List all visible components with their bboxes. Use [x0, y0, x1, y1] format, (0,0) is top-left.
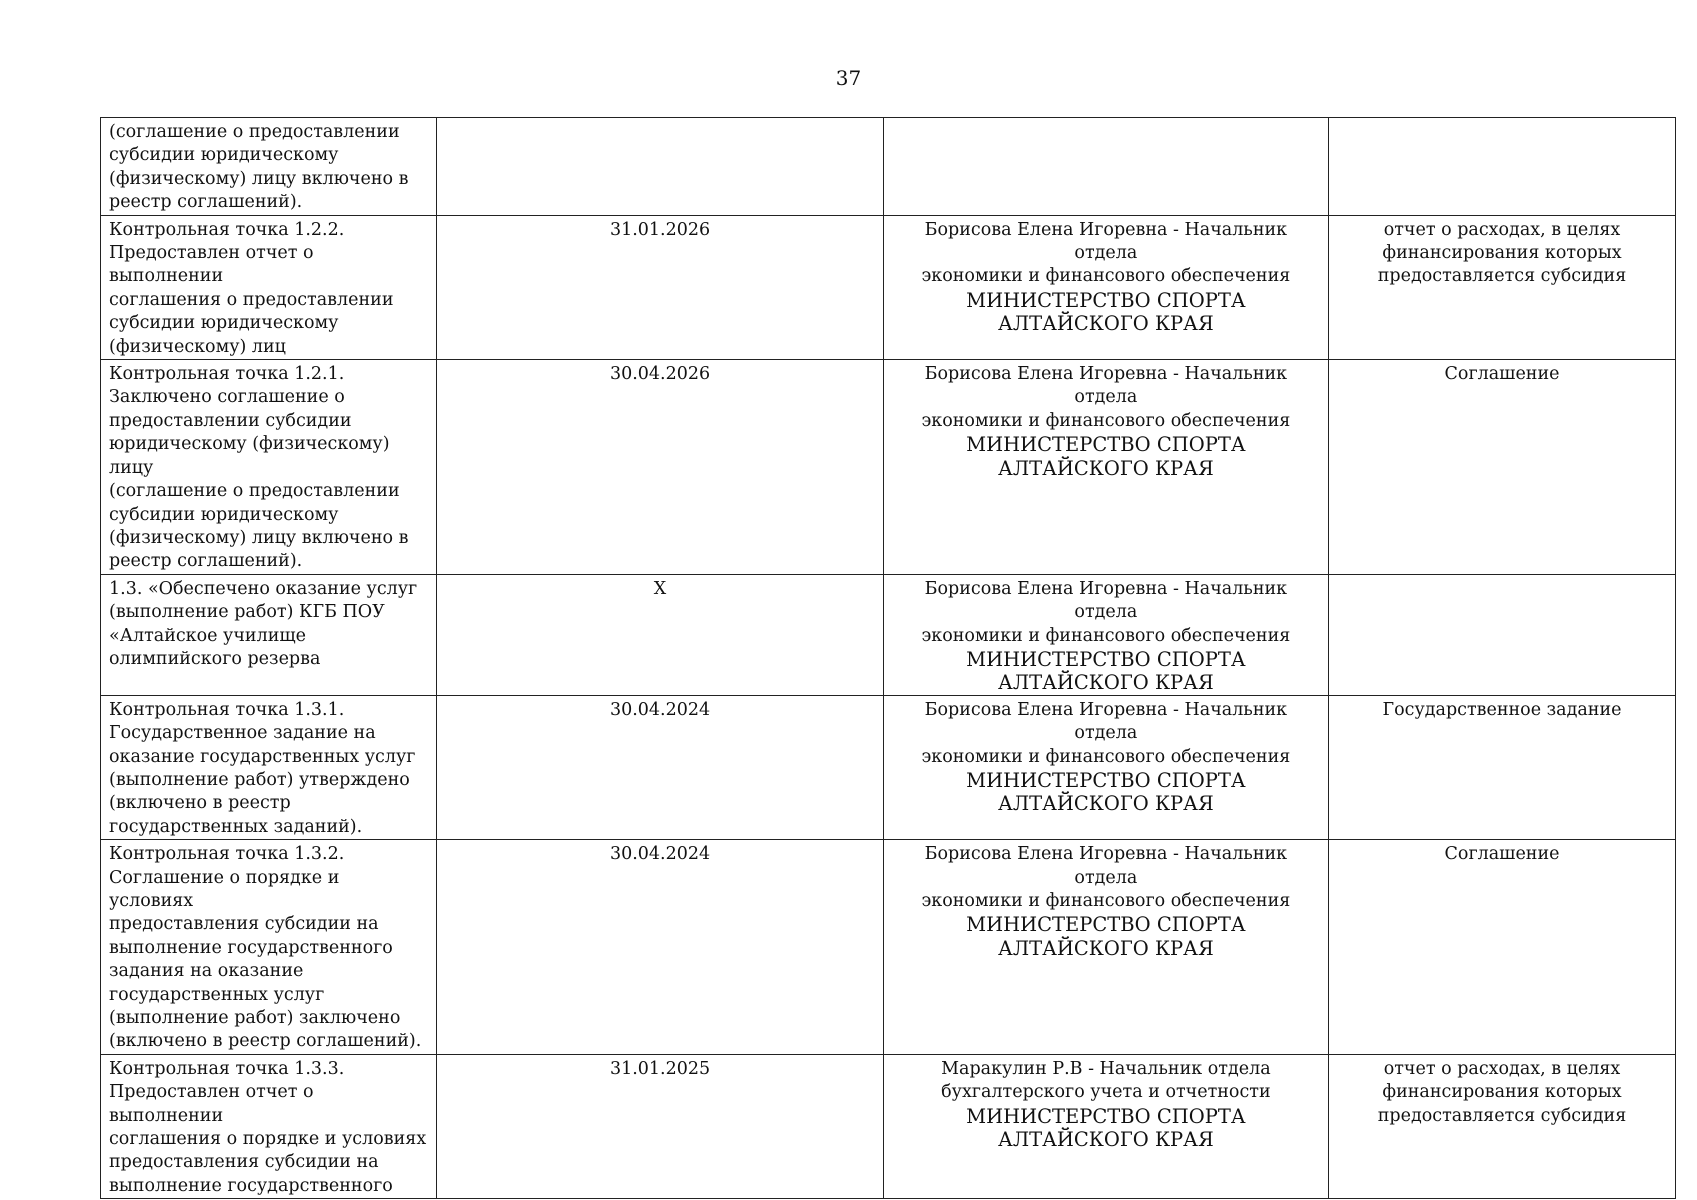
date-text: 30.04.2024: [609, 699, 711, 720]
cell-responsible: [883, 118, 1328, 216]
table-row: [101, 118, 1676, 216]
cell-responsible: [883, 695, 1328, 839]
cell-responsible: [883, 840, 1328, 1055]
responsible-name: Маракулин Р.В - Начальник отдела: [941, 1058, 1271, 1079]
date-text: 30.04.2024: [609, 844, 711, 865]
cell-document: [1329, 118, 1676, 216]
cell-date: [437, 695, 883, 839]
responsible-org: МИНИСТЕРСТВО СПОРТА АЛТАЙСКОГО КРАЯ: [966, 288, 1246, 336]
date-text: 30.04.2026: [609, 364, 711, 385]
responsible-role: бухгалтерского учета и отчетности: [941, 1082, 1271, 1103]
document-text: отчет о расходах, в целях финансирования которых предоставляется субсидия: [1377, 1058, 1627, 1126]
date-text: 31.01.2026: [609, 219, 711, 240]
table-row: [101, 1054, 1676, 1198]
description-text: Контрольная точка 1.2.1. Заключено соглашение о предоставлении субсидии юридическому (физическому) лицу (соглашение о предоставлении субсидии юридическому (физическому) лицу включено в реестр соглашений).: [109, 364, 409, 572]
cell-responsible: [883, 574, 1328, 695]
responsible-role: экономики и финансового обеспечения: [921, 625, 1291, 646]
responsible-name: Борисова Елена Игоревна - Начальник отдела: [924, 844, 1288, 888]
responsible-name: Борисова Елена Игоревна - Начальник отдела: [924, 219, 1288, 264]
responsible-name: Борисова Елена Игоревна - Начальник отдела: [924, 699, 1288, 744]
cell-document: [1329, 840, 1676, 1055]
cell-description: [101, 574, 437, 695]
table-row: [101, 840, 1676, 1055]
responsible-name: Борисова Елена Игоревна - Начальник отдела: [924, 578, 1288, 623]
description-text: Контрольная точка 1.2.2. Предоставлен отчет о выполнении соглашения о предоставлении субсидии юридическому (физическому) лиц: [109, 219, 394, 357]
cell-description: [101, 215, 437, 359]
control-points-table: [100, 117, 1676, 1199]
cell-document: [1329, 574, 1676, 695]
cell-date: [437, 215, 883, 359]
date-text: X: [653, 578, 667, 599]
cell-description: [101, 360, 437, 575]
document-text: Соглашение: [1444, 364, 1560, 385]
cell-date: [437, 118, 883, 216]
responsible-org: МИНИСТЕРСТВО СПОРТА АЛТАЙСКОГО КРАЯ: [966, 913, 1246, 960]
cell-document: [1329, 695, 1676, 839]
date-text: 31.01.2025: [609, 1058, 711, 1079]
cell-description: [101, 840, 437, 1055]
description-text: 1.3. «Обеспечено оказание услуг (выполнение работ) КГБ ПОУ «Алтайское училище олимпийского резерва: [109, 578, 418, 669]
responsible-role: экономики и финансового обеспечения: [921, 410, 1291, 431]
document-text: Государственное задание: [1382, 699, 1622, 720]
responsible-org: МИНИСТЕРСТВО СПОРТА АЛТАЙСКОГО КРАЯ: [966, 1104, 1246, 1152]
responsible-name: Борисова Елена Игоревна - Начальник отдела: [924, 364, 1288, 408]
description-text: Контрольная точка 1.3.3. Предоставлен отчет о выполнении соглашения о порядке и условиях предоставления субсидии на выполнение государственного: [109, 1058, 427, 1196]
cell-description: [101, 695, 437, 839]
description-text: Контрольная точка 1.3.2. Соглашение о порядке и условиях предоставления субсидии на выполнение государственного задания на оказание государственных услуг (выполнение работ) заключено (включено в реестр соглашений).: [109, 844, 422, 1052]
cell-date: [437, 840, 883, 1055]
table-body: [101, 118, 1676, 1199]
table-row: [101, 695, 1676, 839]
cell-document: [1329, 215, 1676, 359]
responsible-role: экономики и финансового обеспечения: [921, 891, 1291, 911]
document-text: Соглашение: [1444, 844, 1560, 865]
responsible-role: экономики и финансового обеспечения: [921, 746, 1291, 767]
table-row: [101, 360, 1676, 575]
cell-document: [1329, 1054, 1676, 1198]
cell-date: [437, 360, 883, 575]
description-text: (соглашение о предоставлении субсидии юридическому (физическому) лицу включено в реестр соглашений).: [109, 122, 409, 213]
responsible-org: МИНИСТЕРСТВО СПОРТА АЛТАЙСКОГО КРАЯ: [966, 768, 1246, 816]
cell-date: [437, 574, 883, 695]
cell-date: [437, 1054, 883, 1198]
responsible-role: экономики и финансового обеспечения: [921, 266, 1291, 287]
cell-responsible: [883, 215, 1328, 359]
cell-description: [101, 1054, 437, 1198]
cell-document: [1329, 360, 1676, 575]
cell-responsible: [883, 360, 1328, 575]
cell-responsible: [883, 1054, 1328, 1198]
page-number: 37: [835, 66, 862, 90]
responsible-org: МИНИСТЕРСТВО СПОРТА АЛТАЙСКОГО КРАЯ: [966, 433, 1246, 480]
description-text: Контрольная точка 1.3.1. Государственное задание на оказание государственных услуг (выполнение работ) утверждено (включено в реестр государственных заданий).: [109, 699, 416, 837]
table-row: [101, 574, 1676, 695]
cell-description: [101, 118, 437, 216]
document-text: отчет о расходах, в целях финансирования которых предоставляется субсидия: [1377, 219, 1627, 287]
table-row: [101, 215, 1676, 359]
responsible-org: МИНИСТЕРСТВО СПОРТА АЛТАЙСКОГО КРАЯ: [966, 647, 1246, 695]
